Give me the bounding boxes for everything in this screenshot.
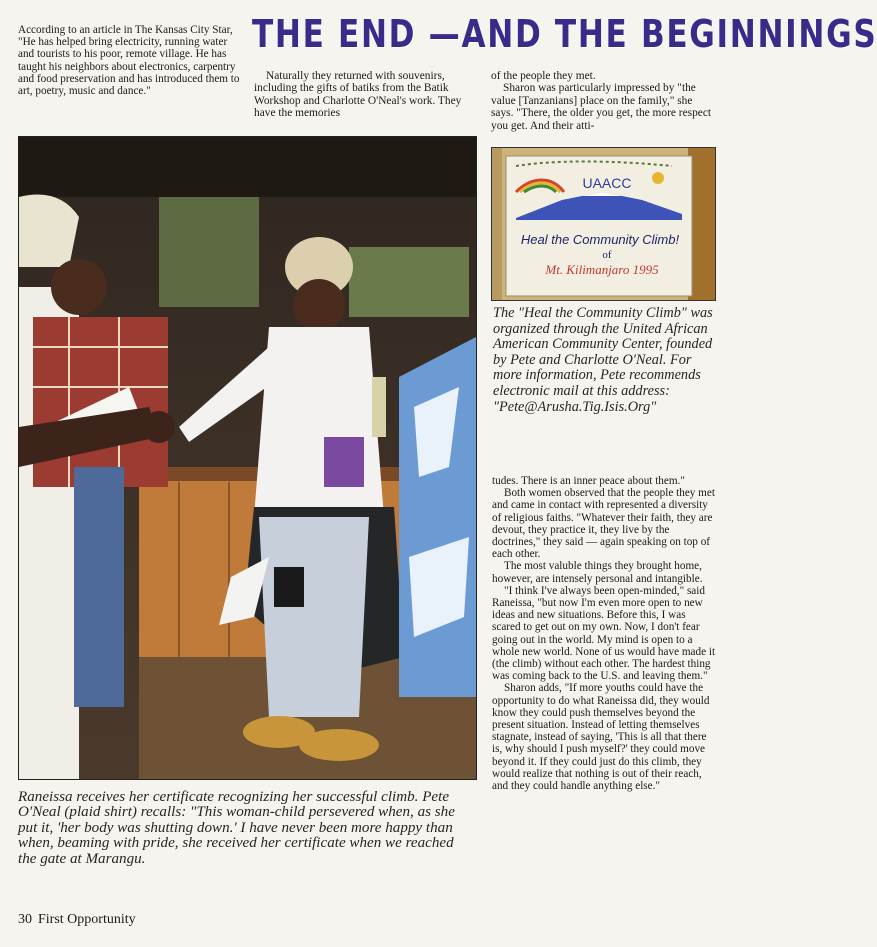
banner-of: of [602, 249, 612, 261]
page-footer [18, 912, 142, 928]
col2-paragraph-1: Naturally they returned with souvenirs, including the gifts of batiks from the Batik Workshop and Charlotte O'Neal's work. They have the memories [254, 70, 462, 120]
banner-caption-text: The "Heal the Community Climb" was organized through the United African American Community Center, founded by Pete and Charlotte O'Neal. For more information, Pete recommends electronic mail at this address: [493, 305, 713, 399]
headline: THE END —AND THE BEGINNINGS [252, 12, 877, 56]
magazine-name: First Opportunity [38, 912, 136, 927]
column-2-text [254, 70, 476, 120]
main-photo [18, 136, 477, 780]
intro-paragraph [18, 24, 240, 97]
column-3-top-text [491, 70, 713, 132]
banner-line-1: Heal the Community Climb! [520, 232, 680, 247]
col3b-paragraph-3: The most valuble things they brought home, however, are intensely personal and intangible. [492, 560, 703, 585]
banner-photo [491, 147, 716, 301]
col3b-paragraph-2: Both women observed that the people they met and came in contact with represented a diversity of religious faiths. "Whatever their faith, they are devout, they practice it, they live by the doctrines," they said — again speaking on top of each other. [492, 487, 715, 561]
col3b-paragraph-5: Sharon adds, "If more youths could have the opportunity to do what Raneissa did, they would know they could push themselves beyond the present situation. Instead of letting themselves stagnate, instead of saying, 'This is all that there is, why should I push myself?' they could move beyond it. If they could just do this climb, they would realize that nothing is out of their reach, and they could handle anything else." [492, 682, 710, 793]
contact-email: "Pete@Arusha.Tig.Isis.Org" [493, 398, 657, 415]
page-number: 30 [18, 912, 32, 927]
banner-caption [493, 306, 715, 415]
intro-text: According to an article in The Kansas City Star, "He has helped bring electricity, running water and tourists to his poor, remote village. He has taught his neighbors about electronics, carpentry and food preservation and has introduced them to art, poetry, music and dance." [18, 24, 240, 98]
banner-illustration [492, 148, 715, 300]
col3-paragraph-1: of the people they met. [491, 70, 596, 82]
main-photo-caption: Raneissa receives her certificate recognizing her successful climb. Pete O'Neal (plaid shirt) recalls: "This woman-child persevered when, as she put it, 'her body was shutting down.' I have never been more happy than when, beaming with pride, she received her certificate when we reached the gate at Marangu. [18, 789, 455, 867]
banner-org: UAACC [582, 175, 632, 191]
certificate-scene [19, 137, 476, 779]
col3b-paragraph-1: tudes. There is an inner peace about them." [492, 475, 685, 487]
col3b-paragraph-4: "I think I've always been open-minded," said Raneissa, "but now I'm even more open to new ideas and new situations. Before this, I was scared to get out on my own. Now, I don't fear going out in the world. My mind is open to a whole new world. None of us would have made it (the climb) without each other. The hardest thing was coming back to the U.S. and leaving them." [492, 584, 716, 683]
col3-paragraph-2: Sharon was particularly impressed by "the value [Tanzanians] place on the family," she says. "There, the older you get, the more respect you get. And their atti- [491, 82, 712, 132]
banner-line-2: Mt. Kilimanjaro 1995 [545, 262, 659, 277]
column-3-bottom-text [492, 475, 716, 792]
